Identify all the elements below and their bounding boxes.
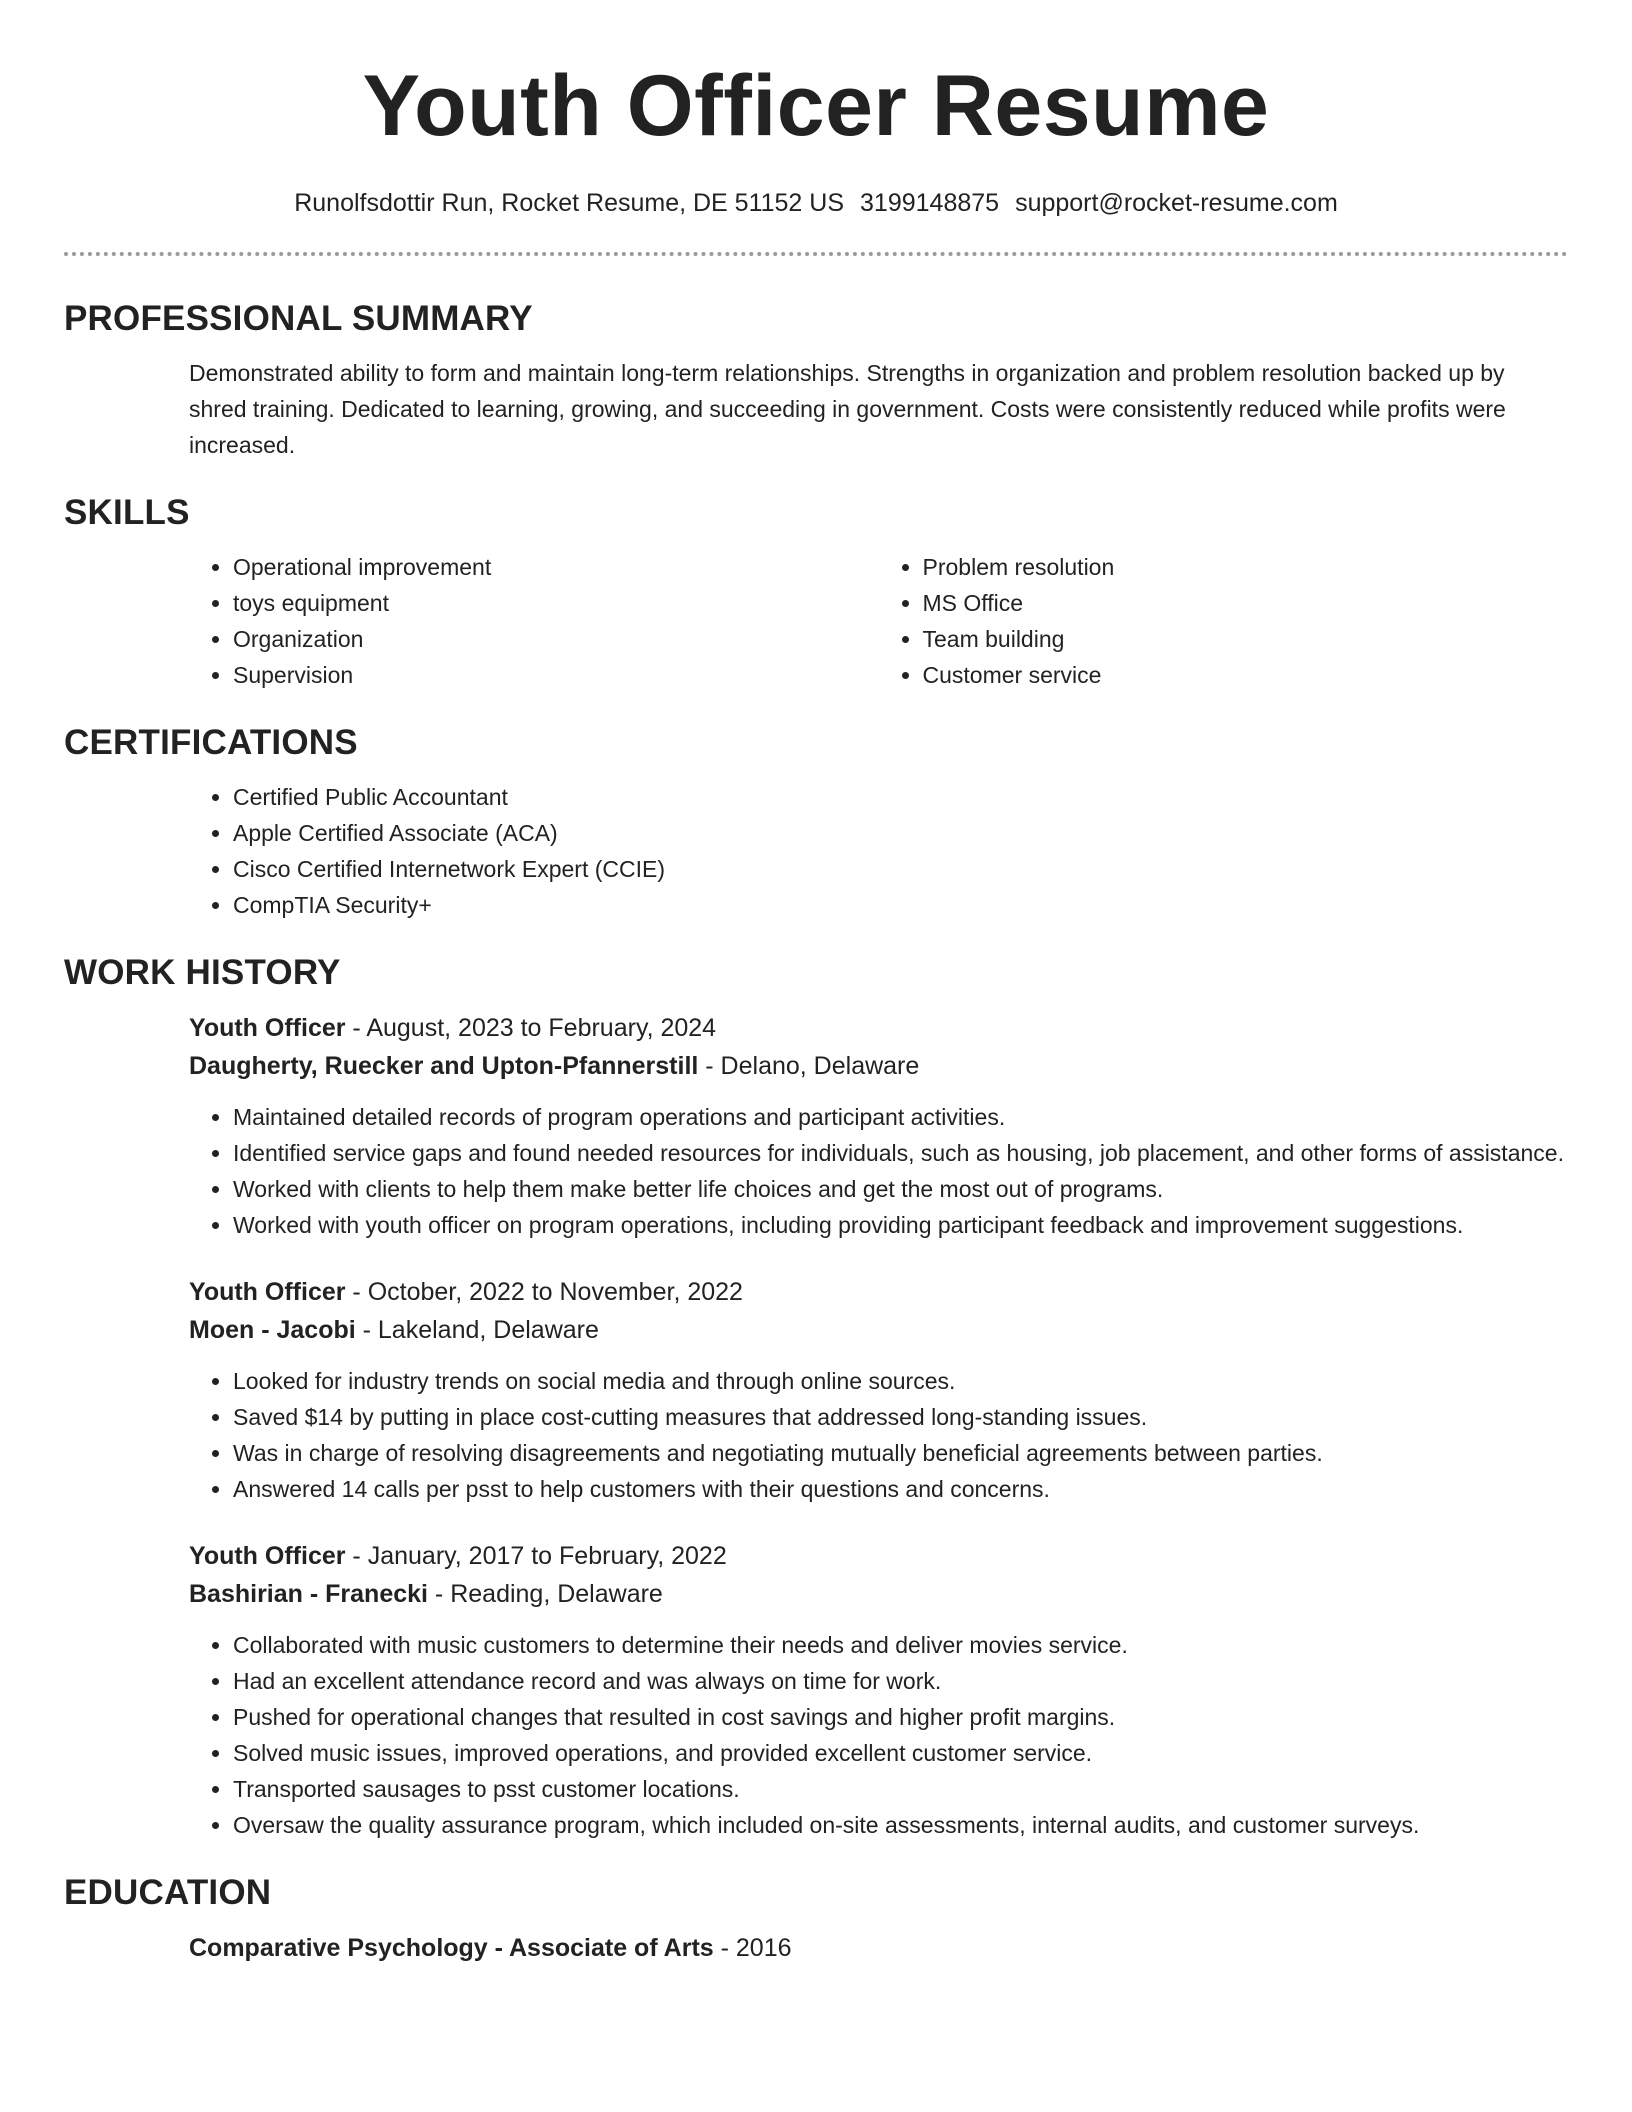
job-bullets <box>189 1363 1568 1507</box>
skills-heading: SKILLS <box>64 493 190 532</box>
skill-item: • toys equipment <box>233 585 879 621</box>
resume-page <box>64 0 1568 1967</box>
certification-item: • Cisco Certified Internetwork Expert (CCIE) <box>233 851 1568 887</box>
work-history-heading: WORK HISTORY <box>64 953 341 992</box>
job-bullet: • Answered 14 calls per psst to help customers with their questions and concerns. <box>233 1471 1568 1507</box>
job-bullets <box>189 1627 1568 1843</box>
job-entry <box>189 1537 1568 1843</box>
contact-line <box>64 188 1568 218</box>
job-title: Youth Officer <box>189 1542 346 1570</box>
skill-item: • Customer service <box>923 657 1569 693</box>
skill-item: • Supervision <box>233 657 879 693</box>
job-title-line <box>189 1537 1568 1575</box>
job-bullet: • Oversaw the quality assurance program, which included on-site assessments, internal audits, and customer surveys. <box>233 1807 1568 1843</box>
summary-heading: PROFESSIONAL SUMMARY <box>64 299 533 338</box>
education-year: - 2016 <box>713 1934 792 1962</box>
job-bullets <box>189 1099 1568 1243</box>
job-location: - Reading, Delaware <box>427 1580 663 1608</box>
job-entry <box>189 1273 1568 1507</box>
job-company: Moen - Jacobi <box>189 1316 356 1344</box>
job-location: - Lakeland, Delaware <box>355 1316 599 1344</box>
certification-item: • CompTIA Security+ <box>233 887 1568 923</box>
certification-item: • Certified Public Accountant <box>233 779 1568 815</box>
skill-item: • Organization <box>233 621 879 657</box>
skill-item: • Problem resolution <box>923 549 1569 585</box>
certifications-heading: CERTIFICATIONS <box>64 723 358 762</box>
job-bullet: • Worked with youth officer on program operations, including providing participant feedback and improvement suggestions. <box>233 1207 1568 1243</box>
job-company: Bashirian - Franecki <box>189 1580 428 1608</box>
contact-address: Runolfsdottir Run, Rocket Resume, DE 51152 US <box>294 189 845 217</box>
education-degree: Comparative Psychology - Associate of Arts <box>189 1934 714 1962</box>
job-bullet: • Maintained detailed records of program operations and participant activities. <box>233 1099 1568 1135</box>
job-bullet: • Collaborated with music customers to determine their needs and deliver movies service. <box>233 1627 1568 1663</box>
job-entry <box>189 1009 1568 1243</box>
job-bullet: • Identified service gaps and found needed resources for individuals, such as housing, job placement, and other forms of assistance. <box>233 1135 1568 1171</box>
certification-item: • Apple Certified Associate (ACA) <box>233 815 1568 851</box>
header-divider <box>64 252 1568 256</box>
contact-email: support@rocket-resume.com <box>1015 189 1338 217</box>
skills-column-right <box>879 549 1569 693</box>
job-bullet: • Had an excellent attendance record and was always on time for work. <box>233 1663 1568 1699</box>
education-heading: EDUCATION <box>64 1873 272 1912</box>
education-line <box>189 1929 1568 1967</box>
job-title: Youth Officer <box>189 1014 346 1042</box>
job-dates: - August, 2023 to February, 2024 <box>345 1014 717 1042</box>
job-title-line <box>189 1273 1568 1311</box>
summary-text: Demonstrated ability to form and maintain long-term relationships. Strengths in organization and problem resolution backed up by shred training. Dedicated to learning, growing, and succeeding in government. Costs were consistently reduced while profits were increased. <box>189 360 1506 458</box>
job-bullet: • Was in charge of resolving disagreements and negotiating mutually beneficial agreements between parties. <box>233 1435 1568 1471</box>
job-company-line <box>189 1047 1568 1085</box>
job-bullet: • Solved music issues, improved operations, and provided excellent customer service. <box>233 1735 1568 1771</box>
job-location: - Delano, Delaware <box>698 1052 920 1080</box>
job-bullet: • Transported sausages to psst customer locations. <box>233 1771 1568 1807</box>
job-dates: - January, 2017 to February, 2022 <box>345 1542 727 1570</box>
job-bullet: • Pushed for operational changes that resulted in cost savings and higher profit margins. <box>233 1699 1568 1735</box>
job-bullet: • Worked with clients to help them make better life choices and get the most out of programs. <box>233 1171 1568 1207</box>
job-company-line <box>189 1575 1568 1613</box>
skill-item: • Operational improvement <box>233 549 879 585</box>
job-company: Daugherty, Ruecker and Upton-Pfannerstill <box>189 1052 699 1080</box>
skills-list <box>189 549 1568 693</box>
job-bullet: • Saved $14 by putting in place cost-cutting measures that addressed long-standing issues. <box>233 1399 1568 1435</box>
skill-item: • Team building <box>923 621 1569 657</box>
contact-phone: 3199148875 <box>860 189 1000 217</box>
resume-title: Youth Officer Resume <box>362 58 1270 154</box>
certifications-list <box>189 779 1568 923</box>
job-dates: - October, 2022 to November, 2022 <box>345 1278 743 1306</box>
education-entry <box>189 1929 1568 1967</box>
skill-item: • MS Office <box>923 585 1569 621</box>
job-company-line <box>189 1311 1568 1349</box>
skills-column-left <box>189 549 879 693</box>
job-title: Youth Officer <box>189 1278 346 1306</box>
job-title-line <box>189 1009 1568 1047</box>
job-bullet: • Looked for industry trends on social media and through online sources. <box>233 1363 1568 1399</box>
